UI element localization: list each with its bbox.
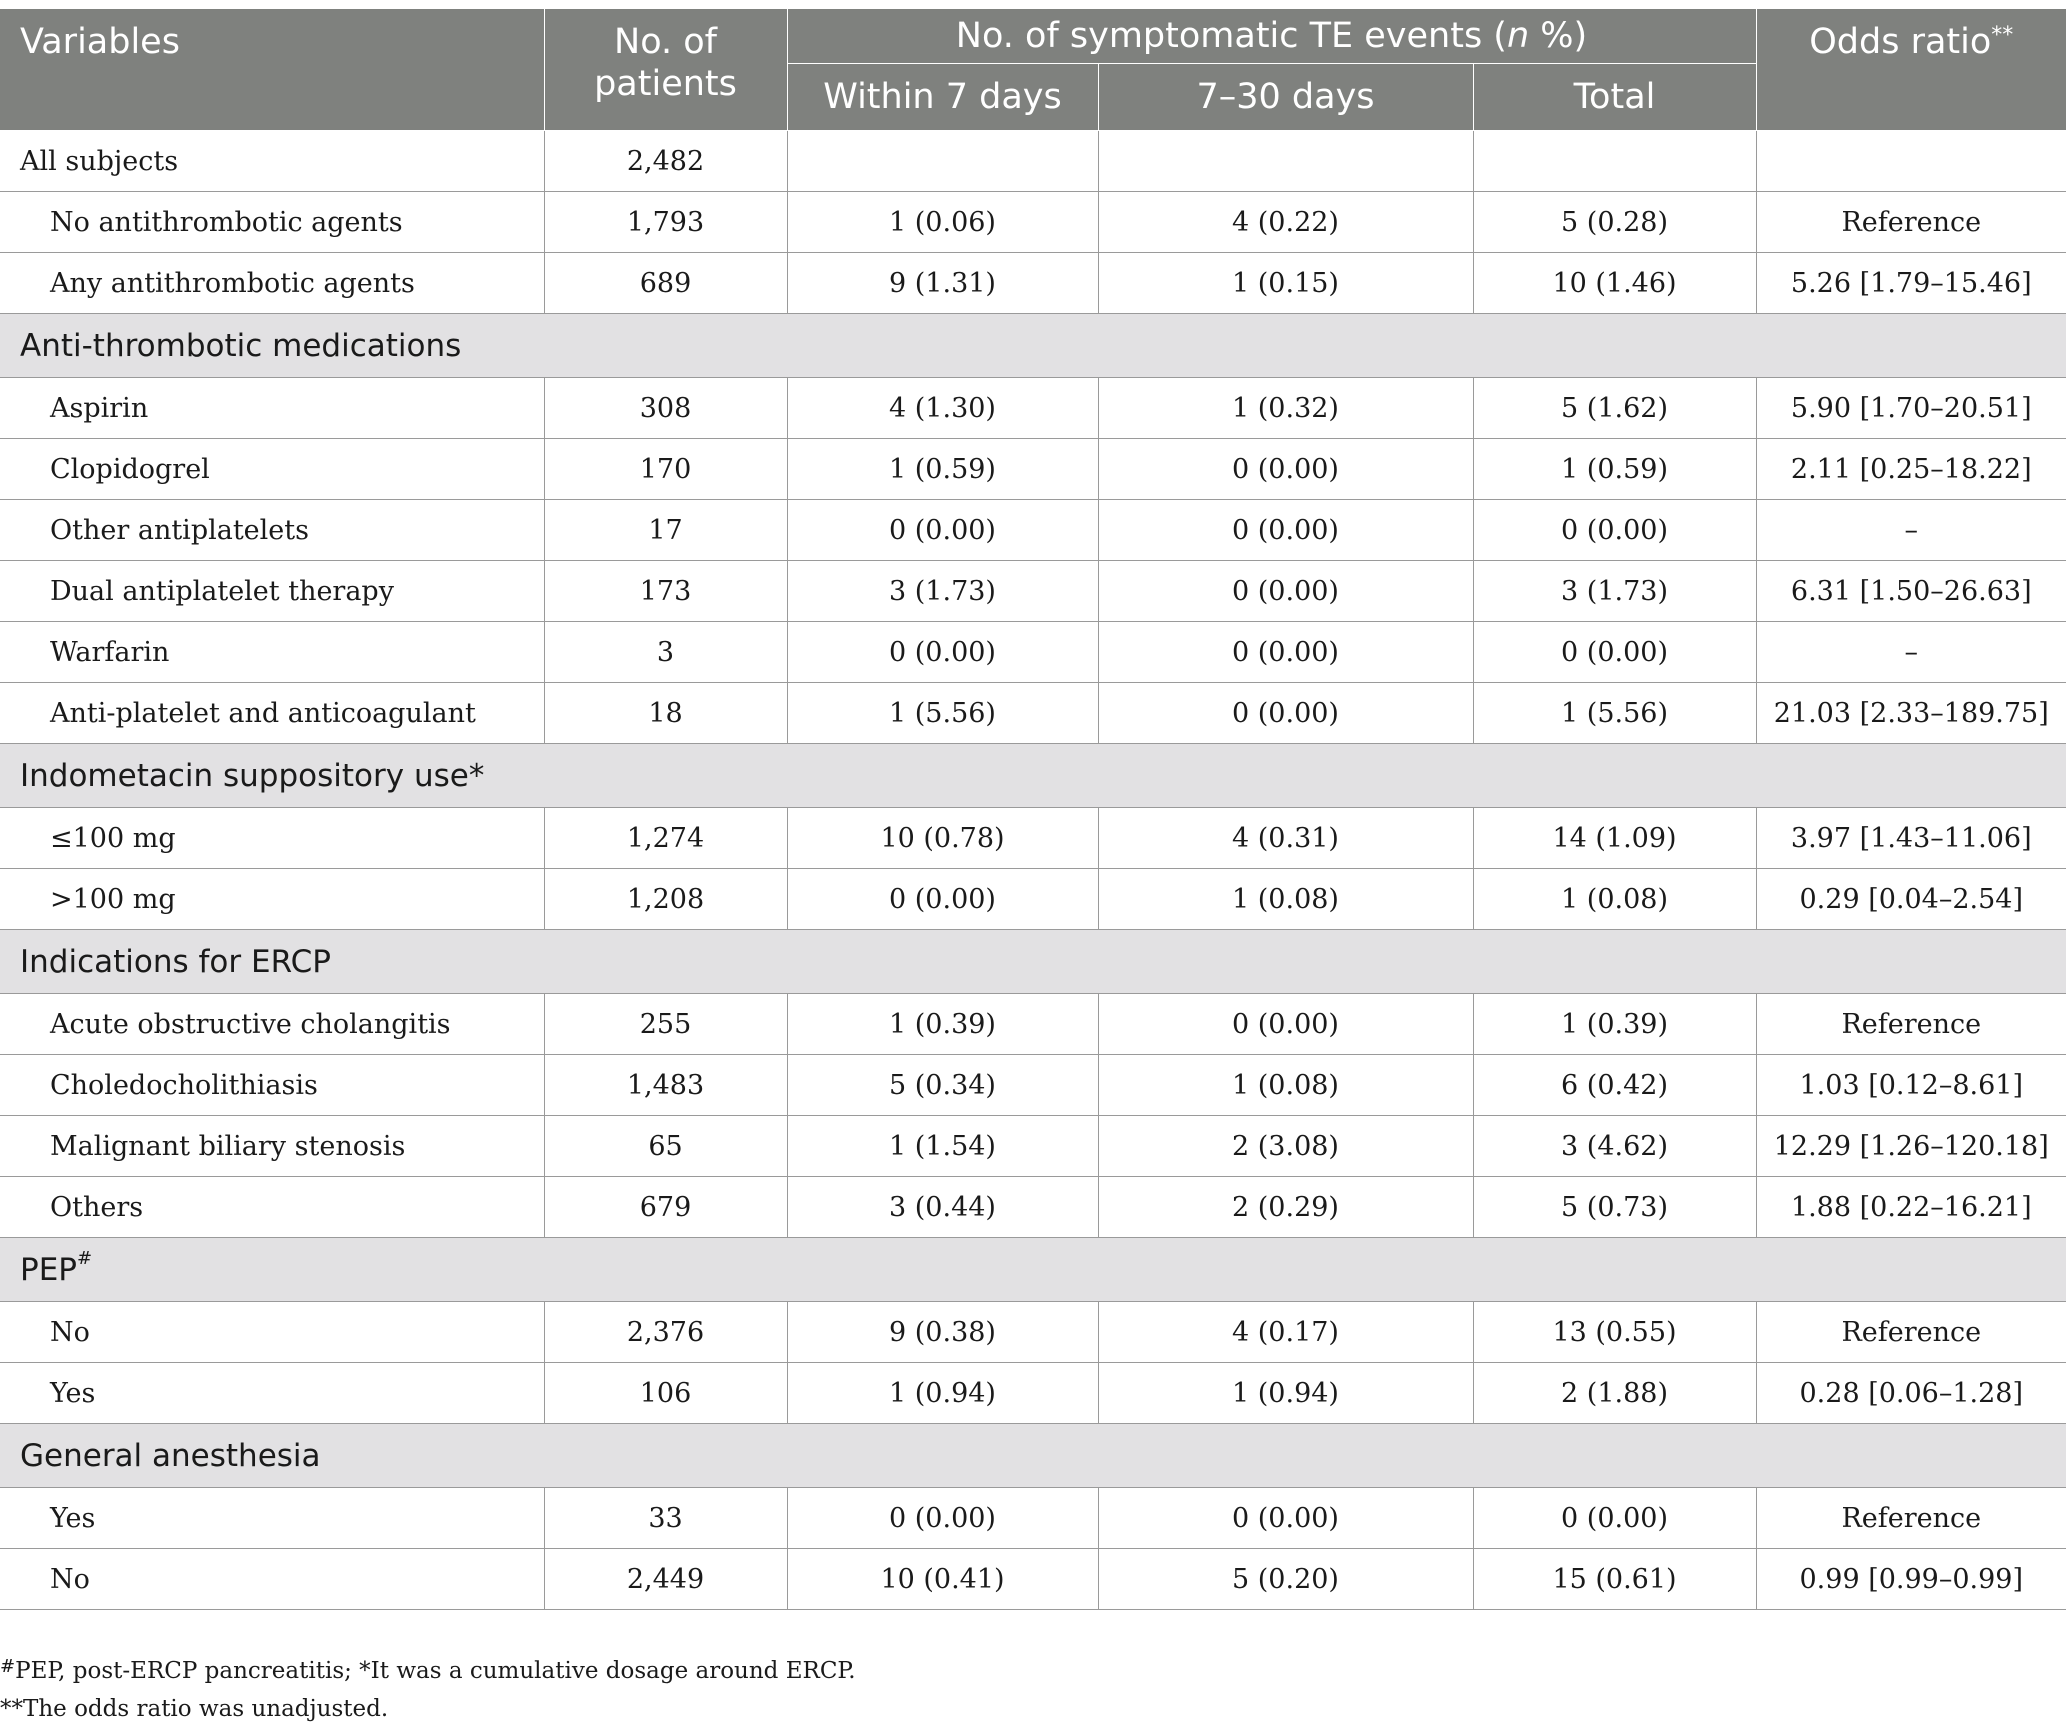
cell-total: 1 (0.39): [1473, 994, 1756, 1055]
cell-odds: 12.29 [1.26–120.18]: [1756, 1116, 2066, 1177]
row-label: Yes: [0, 1363, 544, 1424]
row-label: Aspirin: [0, 378, 544, 439]
cell-total: 1 (0.08): [1473, 869, 1756, 930]
cell-patients: 2,376: [544, 1302, 787, 1363]
cell-total: 0 (0.00): [1473, 1488, 1756, 1549]
cell-odds: 0.29 [0.04–2.54]: [1756, 869, 2066, 930]
cell-days7to30: 1 (0.15): [1098, 253, 1473, 314]
cell-total: 14 (1.09): [1473, 808, 1756, 869]
cell-days7to30: 0 (0.00): [1098, 500, 1473, 561]
row-label: Acute obstructive cholangitis: [0, 994, 544, 1055]
table-row: [0, 994, 2066, 1055]
header-odds-ratio: [1756, 9, 2066, 131]
header-events-prefix: No. of symptomatic TE events (: [955, 16, 1507, 56]
cell-days7to30: 1 (0.94): [1098, 1363, 1473, 1424]
header-events-n: n: [1506, 16, 1530, 56]
header-patients: [544, 9, 787, 131]
te-events-table: [0, 8, 2066, 1610]
header-total: Total: [1473, 64, 1756, 131]
cell-odds: Reference: [1756, 994, 2066, 1055]
cell-within7: 9 (0.38): [787, 1302, 1098, 1363]
cell-days7to30: 1 (0.08): [1098, 1055, 1473, 1116]
table-row: [0, 1116, 2066, 1177]
row-label: All subjects: [0, 131, 544, 192]
row-label: Clopidogrel: [0, 439, 544, 500]
section-title-text: Anti-thrombotic medications: [20, 327, 462, 364]
section-header-row: [0, 1238, 2066, 1302]
cell-within7: [787, 131, 1098, 192]
table-row: [0, 561, 2066, 622]
row-label: Anti-platelet and anticoagulant: [0, 683, 544, 744]
cell-days7to30: 5 (0.20): [1098, 1549, 1473, 1610]
cell-days7to30: 0 (0.00): [1098, 683, 1473, 744]
cell-total: 2 (1.88): [1473, 1363, 1756, 1424]
cell-days7to30: 0 (0.00): [1098, 561, 1473, 622]
cell-odds: 0.99 [0.99–0.99]: [1756, 1549, 2066, 1610]
cell-patients: 2,449: [544, 1549, 787, 1610]
header-variables: Variables: [0, 9, 544, 131]
cell-patients: 2,482: [544, 131, 787, 192]
cell-total: 3 (4.62): [1473, 1116, 1756, 1177]
section-title-text: PEP: [20, 1251, 77, 1288]
cell-patients: 1,274: [544, 808, 787, 869]
cell-within7: 9 (1.31): [787, 253, 1098, 314]
cell-patients: 65: [544, 1116, 787, 1177]
section-header-row: [0, 1424, 2066, 1488]
row-label: Yes: [0, 1488, 544, 1549]
header-events-suffix: %): [1529, 16, 1588, 56]
cell-patients: 308: [544, 378, 787, 439]
cell-patients: 1,793: [544, 192, 787, 253]
table-row: [0, 1055, 2066, 1116]
cell-odds: Reference: [1756, 1302, 2066, 1363]
cell-days7to30: 4 (0.17): [1098, 1302, 1473, 1363]
header-odds-label: Odds ratio: [1809, 22, 1992, 62]
section-title: [0, 930, 2066, 994]
cell-within7: 0 (0.00): [787, 1488, 1098, 1549]
row-label: No: [0, 1549, 544, 1610]
cell-total: 5 (0.28): [1473, 192, 1756, 253]
cell-odds: 2.11 [0.25–18.22]: [1756, 439, 2066, 500]
cell-total: 0 (0.00): [1473, 500, 1756, 561]
cell-within7: 0 (0.00): [787, 500, 1098, 561]
row-label: Warfarin: [0, 622, 544, 683]
cell-days7to30: 0 (0.00): [1098, 622, 1473, 683]
table-row: [0, 1363, 2066, 1424]
cell-days7to30: 4 (0.31): [1098, 808, 1473, 869]
cell-odds: [1756, 131, 2066, 192]
cell-total: 0 (0.00): [1473, 622, 1756, 683]
cell-days7to30: 0 (0.00): [1098, 1488, 1473, 1549]
cell-within7: 10 (0.41): [787, 1549, 1098, 1610]
table-row: [0, 1488, 2066, 1549]
cell-total: 3 (1.73): [1473, 561, 1756, 622]
table-row: [0, 869, 2066, 930]
cell-within7: 10 (0.78): [787, 808, 1098, 869]
row-label: Dual antiplatelet therapy: [0, 561, 544, 622]
footnote-odds: [0, 1690, 856, 1728]
cell-patients: 170: [544, 439, 787, 500]
section-title-text: Indometacin suppository use: [20, 757, 469, 794]
cell-total: 5 (0.73): [1473, 1177, 1756, 1238]
header-patients-label: No. of patients: [594, 22, 737, 104]
section-title: [0, 744, 2066, 808]
cell-patients: 679: [544, 1177, 787, 1238]
cell-total: 15 (0.61): [1473, 1549, 1756, 1610]
cell-total: 5 (1.62): [1473, 378, 1756, 439]
header-events-group: [787, 9, 1756, 64]
cell-days7to30: 2 (0.29): [1098, 1177, 1473, 1238]
cell-odds: 5.26 [1.79–15.46]: [1756, 253, 2066, 314]
cell-within7: 3 (1.73): [787, 561, 1098, 622]
table-container: [0, 8, 2066, 1610]
cell-days7to30: [1098, 131, 1473, 192]
cell-patients: 173: [544, 561, 787, 622]
cell-odds: 21.03 [2.33–189.75]: [1756, 683, 2066, 744]
cell-odds: –: [1756, 622, 2066, 683]
cell-within7: 3 (0.44): [787, 1177, 1098, 1238]
cell-within7: 1 (0.59): [787, 439, 1098, 500]
cell-days7to30: 1 (0.08): [1098, 869, 1473, 930]
table-row: [0, 131, 2066, 192]
cell-within7: 1 (0.06): [787, 192, 1098, 253]
footnote-pep: [0, 1652, 856, 1690]
row-label: No antithrombotic agents: [0, 192, 544, 253]
cell-total: 1 (0.59): [1473, 439, 1756, 500]
cell-patients: 689: [544, 253, 787, 314]
cell-odds: –: [1756, 500, 2066, 561]
section-title: [0, 1424, 2066, 1488]
table-row: [0, 378, 2066, 439]
cell-within7: 4 (1.30): [787, 378, 1098, 439]
cell-within7: 1 (5.56): [787, 683, 1098, 744]
row-label: Other antiplatelets: [0, 500, 544, 561]
header-7to30: 7–30 days: [1098, 64, 1473, 131]
table-row: [0, 808, 2066, 869]
section-title-mark: #: [76, 1247, 93, 1269]
table-row: [0, 253, 2066, 314]
cell-patients: 255: [544, 994, 787, 1055]
table-row: [0, 192, 2066, 253]
row-label: >100 mg: [0, 869, 544, 930]
cell-odds: 1.88 [0.22–16.21]: [1756, 1177, 2066, 1238]
cell-odds: Reference: [1756, 1488, 2066, 1549]
footnote-mark: #: [0, 1656, 16, 1677]
section-title-text: Indications for ERCP: [20, 943, 331, 980]
cell-patients: 18: [544, 683, 787, 744]
cell-patients: 1,208: [544, 869, 787, 930]
cell-days7to30: 0 (0.00): [1098, 994, 1473, 1055]
cell-total: 1 (5.56): [1473, 683, 1756, 744]
cell-odds: 3.97 [1.43–11.06]: [1756, 808, 2066, 869]
section-header-row: [0, 314, 2066, 378]
table-row: [0, 683, 2066, 744]
cell-odds: 6.31 [1.50–26.63]: [1756, 561, 2066, 622]
table-header: [0, 9, 2066, 131]
row-label: Choledocholithiasis: [0, 1055, 544, 1116]
cell-total: [1473, 131, 1756, 192]
row-label: Others: [0, 1177, 544, 1238]
footnote-text: **The odds ratio was unadjusted.: [0, 1696, 389, 1722]
section-title-mark: *: [468, 757, 485, 794]
section-header-row: [0, 930, 2066, 994]
cell-days7to30: 1 (0.32): [1098, 378, 1473, 439]
header-odds-mark: **: [1991, 23, 2014, 48]
section-header-row: [0, 744, 2066, 808]
cell-within7: 1 (0.39): [787, 994, 1098, 1055]
row-label: Malignant biliary stenosis: [0, 1116, 544, 1177]
cell-odds: Reference: [1756, 192, 2066, 253]
table-row: [0, 500, 2066, 561]
cell-patients: 17: [544, 500, 787, 561]
header-within7: Within 7 days: [787, 64, 1098, 131]
cell-days7to30: 0 (0.00): [1098, 439, 1473, 500]
cell-days7to30: 4 (0.22): [1098, 192, 1473, 253]
cell-patients: 106: [544, 1363, 787, 1424]
cell-total: 13 (0.55): [1473, 1302, 1756, 1363]
cell-patients: 3: [544, 622, 787, 683]
table-row: [0, 1177, 2066, 1238]
table-row: [0, 1549, 2066, 1610]
cell-days7to30: 2 (3.08): [1098, 1116, 1473, 1177]
cell-odds: 5.90 [1.70–20.51]: [1756, 378, 2066, 439]
row-label: Any antithrombotic agents: [0, 253, 544, 314]
cell-patients: 33: [544, 1488, 787, 1549]
cell-within7: 1 (1.54): [787, 1116, 1098, 1177]
table-row: [0, 622, 2066, 683]
cell-total: 10 (1.46): [1473, 253, 1756, 314]
cell-total: 6 (0.42): [1473, 1055, 1756, 1116]
cell-patients: 1,483: [544, 1055, 787, 1116]
section-title: [0, 314, 2066, 378]
table-body: [0, 131, 2066, 1610]
cell-odds: 1.03 [0.12–8.61]: [1756, 1055, 2066, 1116]
footnotes: [0, 1652, 856, 1728]
footnote-text: PEP, post-ERCP pancreatitis; *It was a cumulative dosage around ERCP.: [15, 1658, 856, 1684]
cell-odds: 0.28 [0.06–1.28]: [1756, 1363, 2066, 1424]
cell-within7: 5 (0.34): [787, 1055, 1098, 1116]
table-row: [0, 1302, 2066, 1363]
section-title-text: General anesthesia: [20, 1437, 321, 1474]
cell-within7: 0 (0.00): [787, 622, 1098, 683]
row-label: No: [0, 1302, 544, 1363]
cell-within7: 1 (0.94): [787, 1363, 1098, 1424]
table-row: [0, 439, 2066, 500]
cell-within7: 0 (0.00): [787, 869, 1098, 930]
row-label: ≤100 mg: [0, 808, 544, 869]
section-title: [0, 1238, 2066, 1302]
